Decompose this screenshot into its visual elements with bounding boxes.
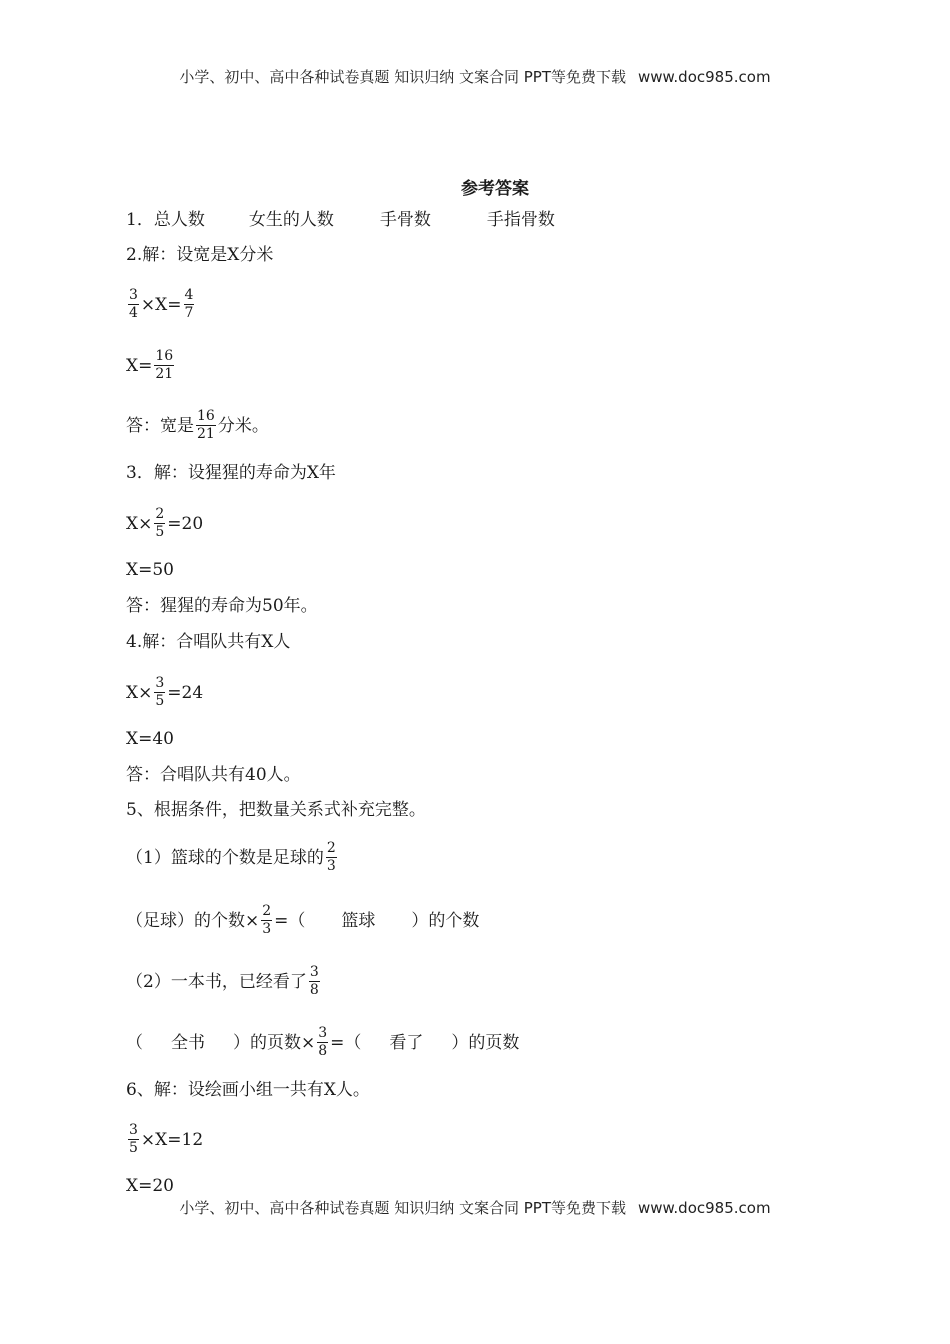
q3-eq2: X=50: [126, 560, 174, 580]
footer-text: 小学、初中、高中各种试卷真题 知识归纳 文案合同 PPT等免费下载: [179, 1199, 626, 1217]
page-footer: [0, 1197, 950, 1218]
fraction: $\frac{2}{3}$: [262, 903, 272, 937]
relation-text: =（: [330, 1032, 362, 1053]
equation-text: X×: [126, 513, 153, 534]
relation-text: （足球）的个数×: [126, 910, 260, 931]
q2-answer: [126, 408, 269, 443]
fraction: $\frac{16}{21}$: [155, 348, 174, 382]
fraction: $\frac{3}{5}$: [155, 675, 165, 709]
relation-text: ）的页数×: [233, 1032, 316, 1053]
q2-eq2: [126, 348, 176, 383]
condition-text: （2）一本书，已经看了: [126, 971, 307, 992]
q5-intro: 5、根据条件，把数量关系式补充完整。: [126, 800, 426, 820]
relation-text: ）的页数: [451, 1032, 520, 1053]
q1-item-4: 手指骨数: [486, 210, 555, 230]
fraction: $\frac{4}{7}$: [184, 287, 194, 321]
condition-text: （1）篮球的个数是足球的: [126, 847, 324, 868]
q1-item-1: 总人数: [153, 210, 205, 230]
q5-part2-relation: [126, 1025, 519, 1060]
q5-part1-relation: [126, 903, 479, 938]
q1-line: [126, 208, 555, 232]
fraction: $\frac{3}{4}$: [129, 287, 138, 321]
fraction: $\frac{16}{21}$: [197, 408, 215, 442]
fraction: $\frac{2}{5}$: [155, 506, 165, 540]
q1-item-2: 女生的人数: [248, 210, 334, 230]
q5-part2: [126, 964, 322, 999]
equation-text: ×X=: [140, 294, 182, 315]
q4-eq2: X=40: [126, 729, 174, 749]
fraction: $\frac{2}{3}$: [326, 840, 336, 874]
footer-site: www.doc985.com: [637, 1199, 771, 1217]
q4-eq1: [126, 675, 203, 710]
q6-intro: 6、解：设绘画小组一共有X人。: [126, 1080, 370, 1100]
q4-answer: 答：合唱队共有40人。: [126, 765, 301, 785]
relation-text: ）的个数: [411, 910, 480, 931]
equation-text: X×: [126, 682, 153, 703]
fill-answer: 全书: [171, 1032, 205, 1053]
header-site: www.doc985.com: [637, 68, 771, 86]
equation-text: =24: [167, 682, 204, 703]
relation-text: =（: [274, 910, 306, 931]
q3-answer: 答：猩猩的寿命为50年。: [126, 596, 318, 616]
answer-text: 答：宽是: [126, 415, 194, 436]
q1-prefix: 1．: [126, 210, 154, 230]
q3-intro: 3．解：设猩猩的寿命为X年: [126, 463, 336, 483]
fill-answer: 篮球: [341, 910, 376, 931]
relation-text: （: [126, 1032, 143, 1053]
q2-eq1: [126, 287, 196, 322]
answer-text: 分米。: [217, 415, 269, 436]
q6-eq1: [126, 1122, 203, 1157]
page-header: [0, 66, 950, 87]
q6-eq2: X=20: [126, 1176, 174, 1196]
fraction: $\frac{3}{8}$: [309, 964, 319, 998]
q3-eq1: [126, 506, 203, 541]
equation-text: X=: [126, 355, 153, 376]
q5-part1: [126, 840, 339, 875]
equation-text: =20: [167, 513, 204, 534]
page-title: 参考答案: [461, 179, 529, 199]
q4-intro: 4.解：合唱队共有X人: [126, 632, 291, 652]
fraction: $\frac{3}{8}$: [318, 1025, 328, 1059]
q2-intro: 2.解：设宽是X分米: [126, 245, 274, 265]
q1-item-3: 手骨数: [379, 210, 431, 230]
header-text: 小学、初中、高中各种试卷真题 知识归纳 文案合同 PPT等免费下载: [179, 68, 626, 86]
equation-text: ×X=12: [140, 1129, 204, 1150]
fraction: $\frac{3}{5}$: [129, 1122, 138, 1156]
fill-answer: 看了: [389, 1032, 424, 1053]
